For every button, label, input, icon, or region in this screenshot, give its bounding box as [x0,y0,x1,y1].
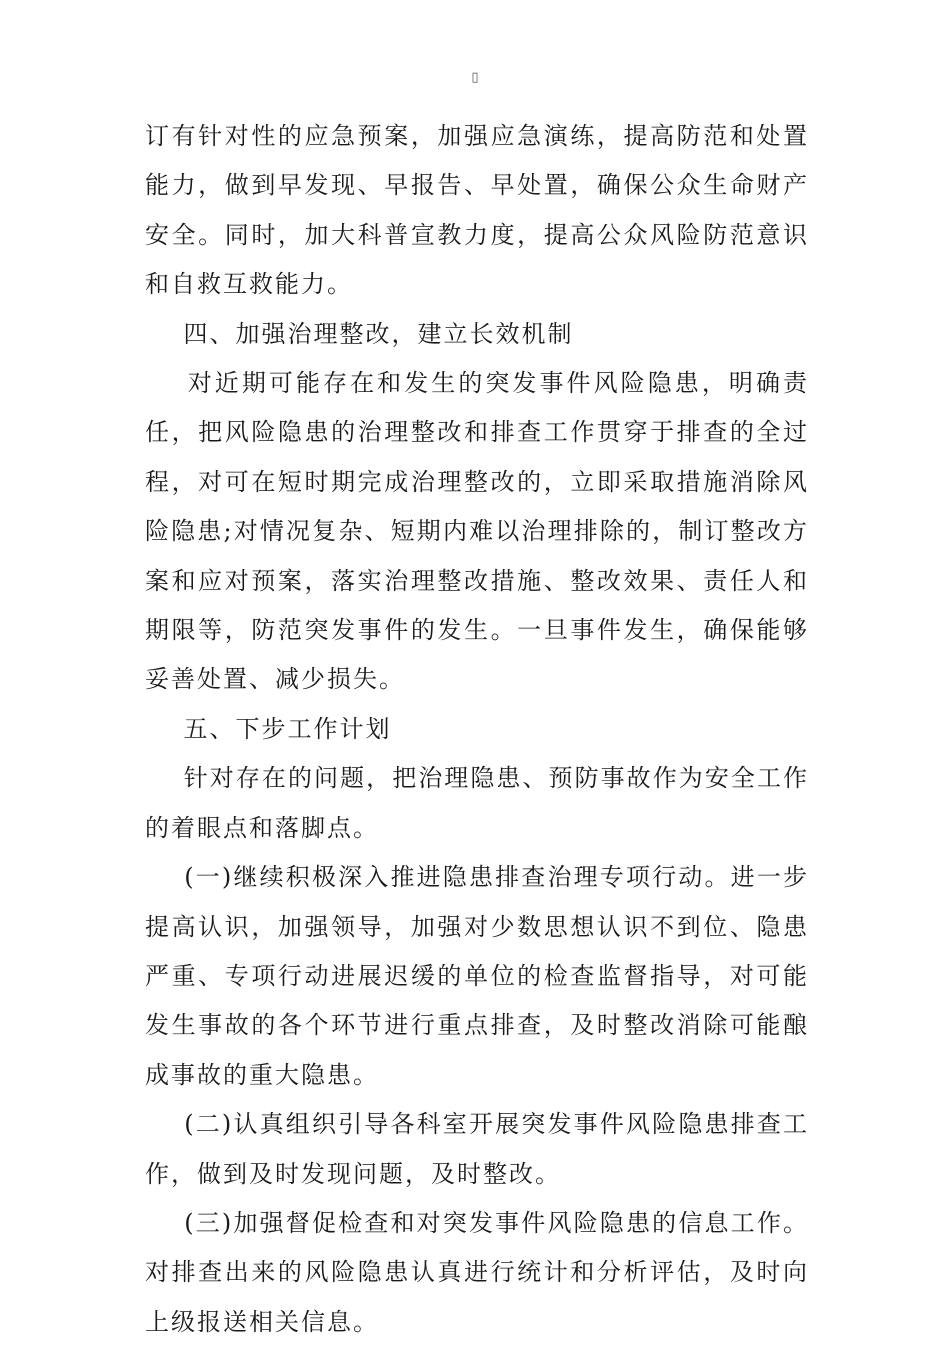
page-header-mark: ▯ [471,70,479,85]
paragraph-item-1: (一)继续积极深入推进隐患排查治理专项行动。进一步提高认识，加强领导，加强对少数思想认识不到位、隐患严重、专项行动进展迟缓的单位的检查监督指导，对可能发生事故的各个环节进行重点排查，及时整改消除可能酿成事故的重大隐患。 [145,863,809,1089]
paragraph-next-steps-intro: 针对存在的问题，把治理隐患、预防事故作为安全工作的着眼点和落脚点。 [145,764,810,842]
paragraph-item-2: (二)认真组织引导各科室开展突发事件风险隐患排查工作，做到及时发现问题，及时整改。 [145,1110,809,1188]
paragraph-item-3: (三)加强督促检查和对突发事件风险隐患的信息工作。对排查出来的风险隐患认真进行统计和分析评估，及时向上级报送相关信息。 [145,1208,809,1336]
paragraph-emergency-plan-continuation: 订有针对性的应急预案，加强应急演练，提高防范和处置能力，做到早发现、早报告、早处置，确保公众生命财产安全。同时，加大科普宣教力度，提高公众风险防范意识和自救互救能力。 [145,122,809,299]
section-heading-4: 四、加强治理整改，建立长效机制 [145,319,574,348]
section-heading-5: 五、下步工作计划 [145,714,392,743]
paragraph-remediation: 对近期可能存在和发生的突发事件风险隐患，明确责任，把风险隐患的治理整改和排查工作贯穿于排查的全过程，对可在短时期完成治理整改的，立即采取措施消除风险隐患;对情况复杂、短期内难以治理排除的，制订整改方案和应对预案，落实治理整改措施、整改效果、责任人和期限等，防范突发事件的发生。一旦事件发生，确保能够妥善处置、减少损失。 [145,369,810,694]
document-body [145,112,809,1347]
